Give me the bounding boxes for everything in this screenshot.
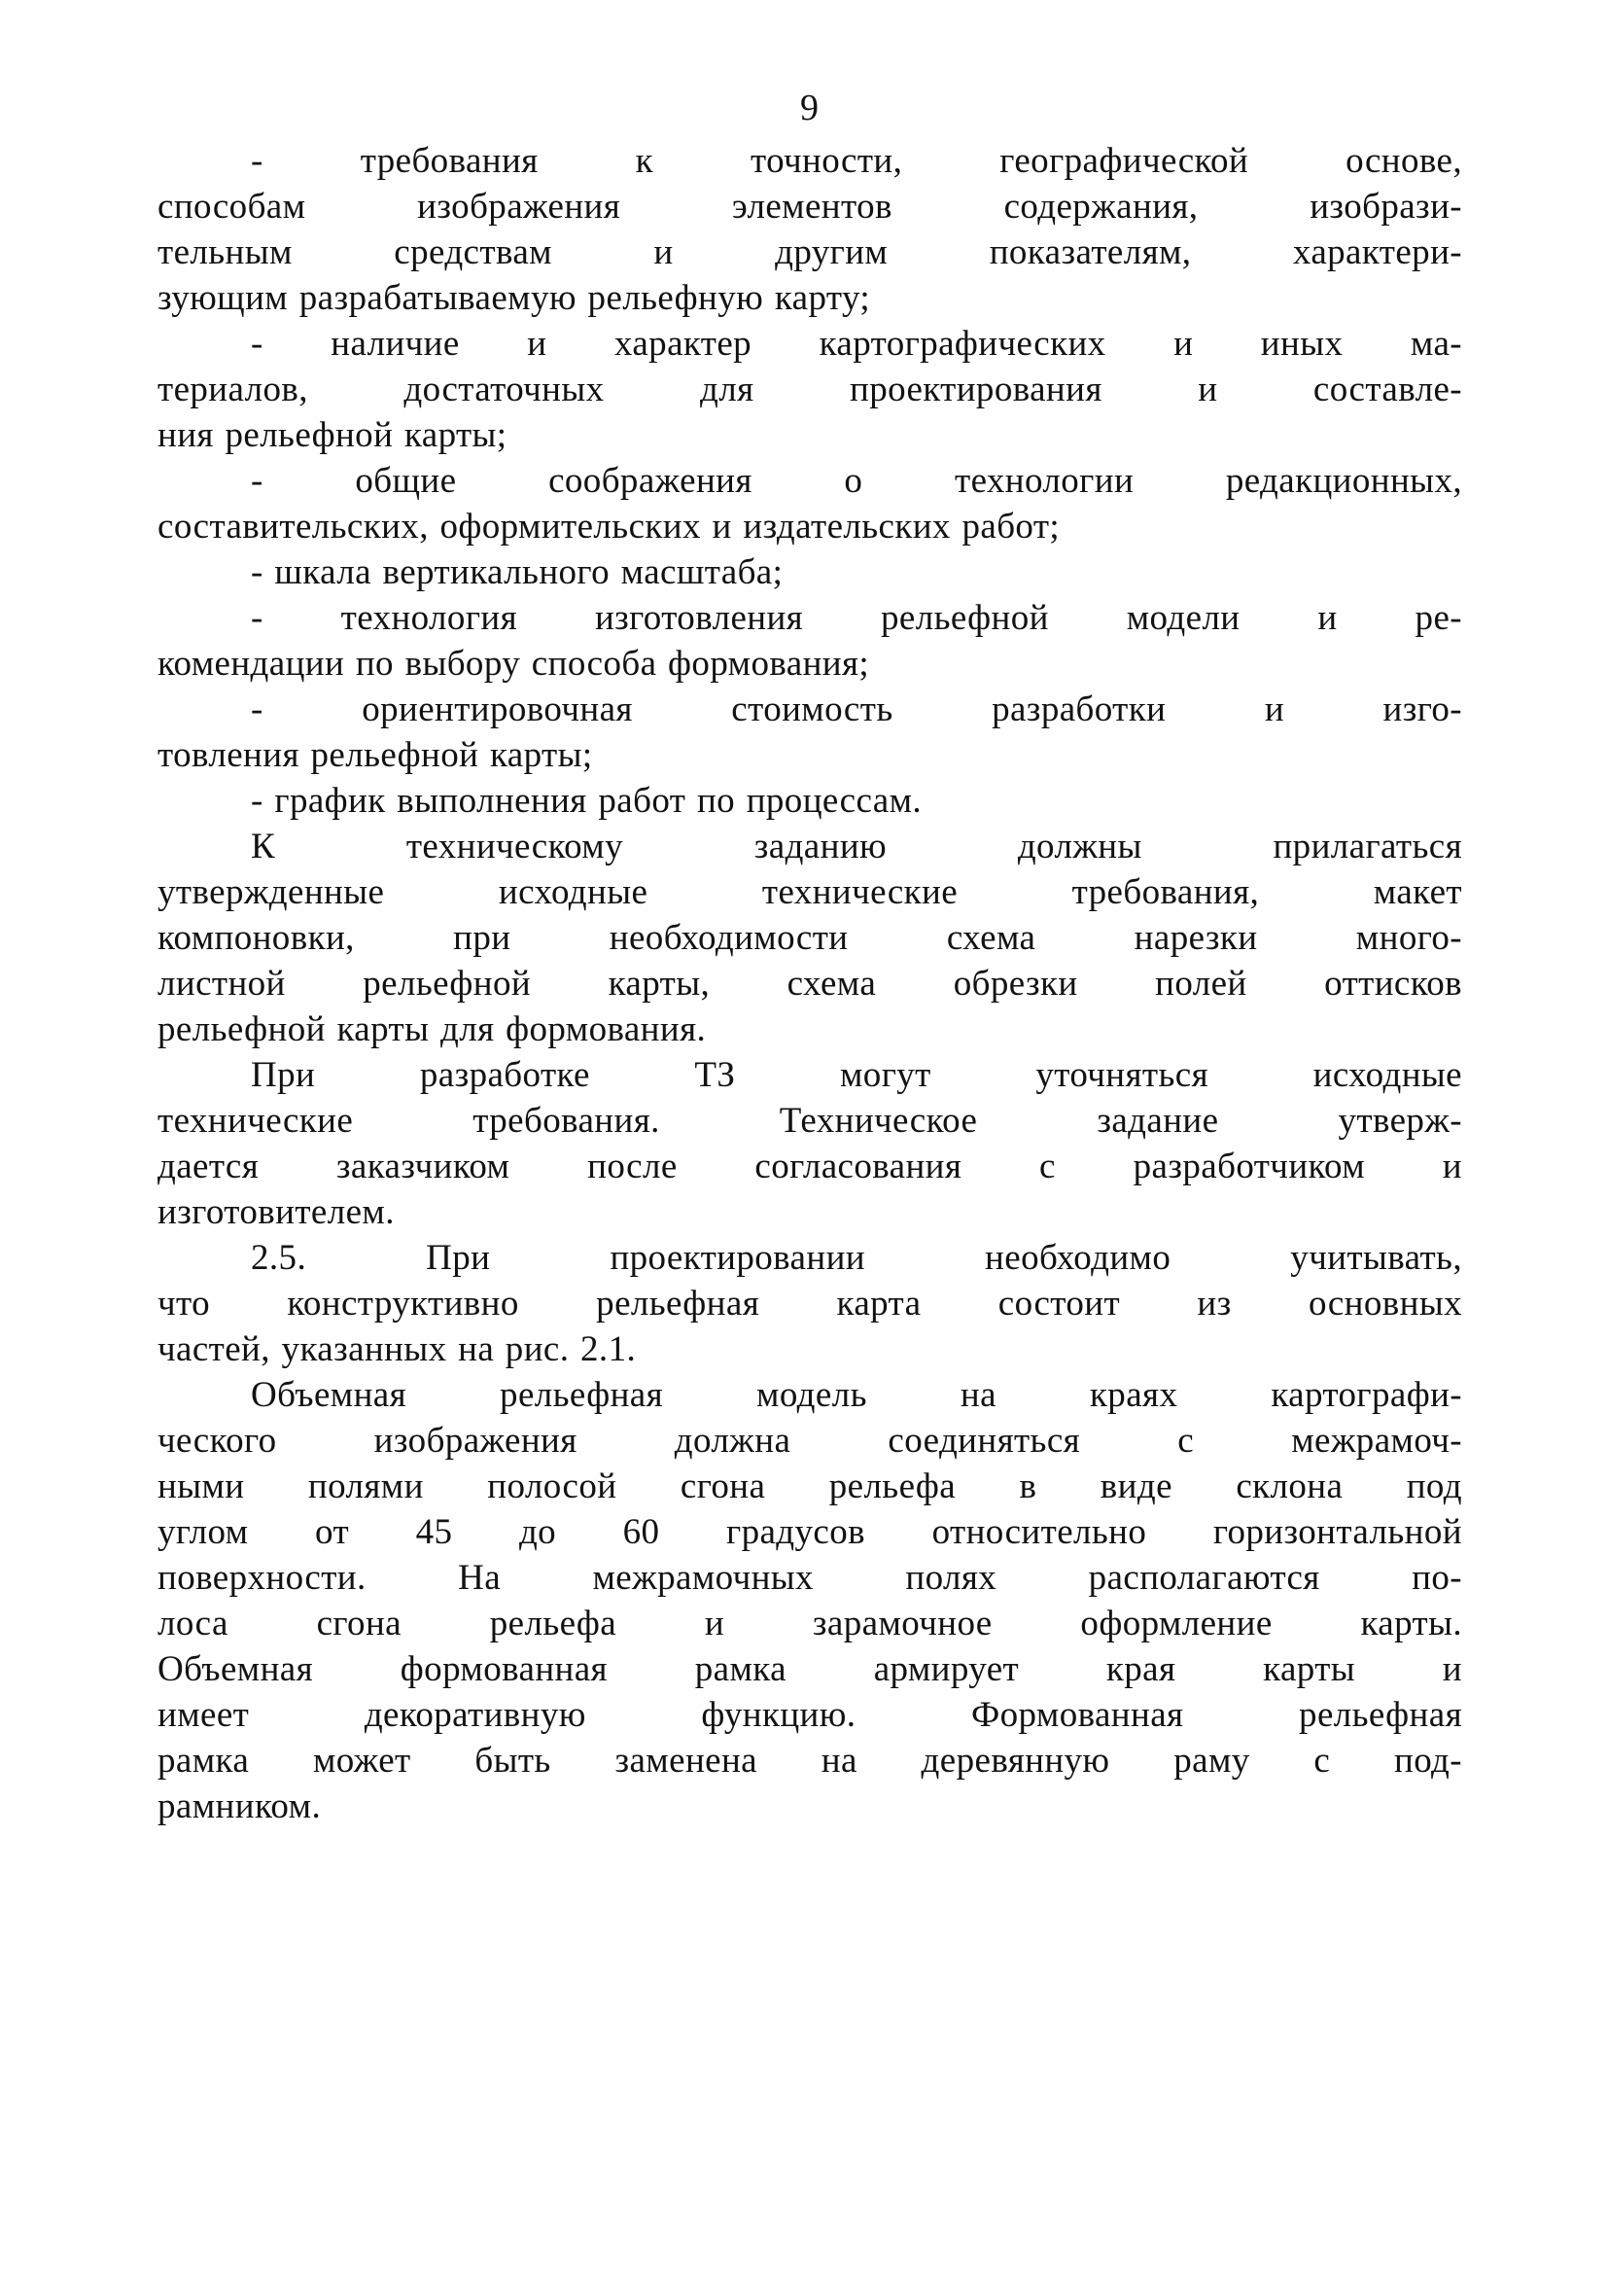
text-line: рамником. xyxy=(157,1786,322,1826)
text-line: териалов, достаточных для проектирования и составле- xyxy=(157,370,1462,409)
text-line: изготовителем. xyxy=(157,1192,395,1232)
paragraph xyxy=(157,1235,1462,1372)
text-line: поверхности. На межрамочных полях располагаются по- xyxy=(157,1558,1462,1598)
text-line: товления рельефной карты; xyxy=(157,735,593,775)
paragraph xyxy=(157,321,1462,458)
text-line: имеет декоративную функцию. Формованная рельефная xyxy=(157,1695,1462,1735)
text-line: частей, указанных на рис. 2.1. xyxy=(157,1329,637,1369)
page-number: 9 xyxy=(800,88,820,128)
text-line: - ориентировочная стоимость разработки и изго- xyxy=(251,689,1462,729)
text-line: зующим разрабатываемую рельефную карту; xyxy=(157,278,871,318)
text-line: утвержденные исходные технические требования, макет xyxy=(157,872,1462,912)
text-line: К техническому заданию должны прилагаться xyxy=(251,827,1462,866)
text-line: компоновки, при необходимости схема нарезки много- xyxy=(157,918,1462,958)
text-line: - требования к точности, географической основе, xyxy=(251,141,1462,181)
text-line: составительских, оформительских и издательских работ; xyxy=(157,507,1061,547)
text-line: ния рельефной карты; xyxy=(157,415,507,455)
text-line: технические требования. Техническое задание утверж- xyxy=(157,1101,1462,1141)
paragraph xyxy=(157,778,1462,824)
text-line: ными полями полосой сгона рельефа в виде склона под xyxy=(157,1466,1462,1506)
text-line: - наличие и характер картографических и иных ма- xyxy=(251,324,1462,364)
text-line: - график выполнения работ по процессам. xyxy=(251,781,923,821)
text-line: рельефной карты для формования. xyxy=(157,1009,707,1049)
text-line: дается заказчиком после согласования с разработчиком и xyxy=(157,1147,1462,1186)
paragraph xyxy=(157,549,1462,595)
paragraph xyxy=(157,824,1462,1052)
text-line: комендации по выбору способа формования; xyxy=(157,644,870,684)
paragraph xyxy=(157,1372,1462,1829)
paragraph xyxy=(157,138,1462,321)
text-line: - общие соображения о технологии редакционных, xyxy=(251,461,1462,501)
paragraph xyxy=(157,595,1462,687)
text-line: листной рельефной карты, схема обрезки полей оттисков xyxy=(157,964,1462,1004)
text-line: лоса сгона рельефа и зарамочное оформление карты. xyxy=(157,1604,1462,1643)
text-line: Объемная рельефная модель на краях картографи- xyxy=(251,1375,1462,1415)
text-line: углом от 45 до 60 градусов относительно горизонтальной xyxy=(157,1512,1462,1552)
paragraph xyxy=(157,458,1462,549)
text-line: При разработке ТЗ могут уточняться исходные xyxy=(251,1055,1462,1095)
paragraph xyxy=(157,1052,1462,1235)
text-line: ческого изображения должна соединяться с межрамоч- xyxy=(157,1421,1462,1461)
text-line: тельным средствам и другим показателям, характери- xyxy=(157,232,1462,272)
text-line: способам изображения элементов содержания, изобрази- xyxy=(157,187,1462,227)
text-line: Объемная формованная рамка армирует края карты и xyxy=(157,1649,1462,1689)
text-line: рамка может быть заменена на деревянную раму с под- xyxy=(157,1741,1462,1781)
paragraph xyxy=(157,687,1462,778)
text-line: - шкала вертикального масштаба; xyxy=(251,552,784,592)
text-line: что конструктивно рельефная карта состоит из основных xyxy=(157,1284,1462,1324)
text-line: 2.5. При проектировании необходимо учитывать, xyxy=(251,1238,1462,1278)
body-text xyxy=(157,138,1462,1829)
text-line: - технология изготовления рельефной модели и ре- xyxy=(251,598,1462,638)
